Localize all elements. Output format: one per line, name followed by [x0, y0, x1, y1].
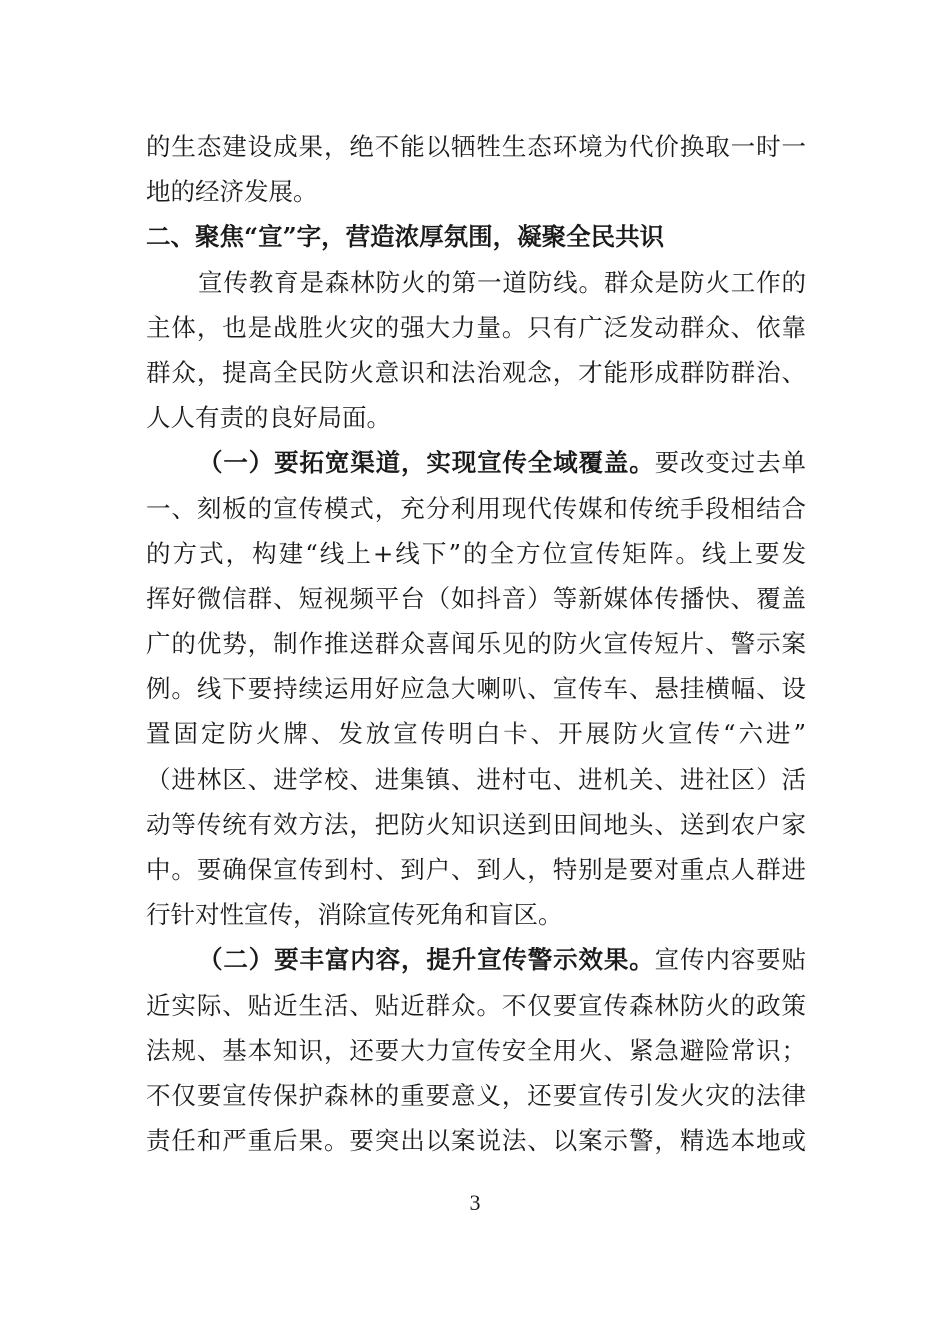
- text-line: 行针对性宣传，消除宣传死角和盲区。: [146, 900, 563, 930]
- section-heading: 二、聚焦“宣”字，营造浓厚氛围，凝聚全民共识: [146, 222, 665, 252]
- paragraph-lead: （一）要拓宽渠道，实现宣传全域覆盖。: [198, 448, 655, 478]
- text-line: （进林区、进学校、进集镇、进村屯、进机关、进社区）活: [146, 764, 806, 794]
- text-line: 动等传统有效方法，把防火知识送到田间地头、送到农户家: [146, 809, 806, 839]
- text-line: 挥好微信群、短视频平台（如抖音）等新媒体传播快、覆盖: [146, 583, 806, 613]
- text-line: 置固定防火牌、发放宣传明白卡、开展防火宣传“六进”: [146, 719, 806, 749]
- document-body: [146, 124, 806, 1163]
- line-text: 宣传内容要贴: [654, 945, 806, 975]
- page-number: 3: [469, 1190, 481, 1215]
- text-line: 近实际、贴近生活、贴近群众。不仅要宣传森林防火的政策: [146, 990, 806, 1020]
- text-line: 的方式，构建“线上+线下”的全方位宣传矩阵。线上要发: [146, 538, 806, 568]
- text-line: 群众，提高全民防火意识和法治观念，才能形成群防群治、: [146, 357, 806, 387]
- text-line: 宣传教育是森林防火的第一道防线。群众是防火工作的: [198, 267, 806, 297]
- text-line: 例。线下要持续运用好应急大喇叭、宣传车、悬挂横幅、设: [146, 674, 806, 704]
- text-line: 地的经济发展。: [146, 177, 318, 207]
- text-line: [146, 937, 806, 982]
- text-line: 广的优势，制作推送群众喜闻乐见的防火宣传短片、警示案: [146, 629, 806, 659]
- text-line: 法规、基本知识，还要大力宣传安全用火、紧急避险常识；: [146, 1035, 806, 1065]
- text-line: 主体，也是战胜火灾的强大力量。只有广泛发动群众、依靠: [146, 312, 806, 342]
- line-text: 要改变过去单: [654, 448, 806, 478]
- text-line: 中。要确保宣传到村、到户、到人，特别是要对重点人群进: [146, 855, 806, 884]
- text-line: 责任和严重后果。要突出以案说法、以案示警，精选本地或: [146, 1126, 806, 1156]
- text-line: 人人有责的良好局面。: [146, 403, 391, 433]
- paragraph-lead: （二）要丰富内容，提升宣传警示效果。: [198, 945, 655, 975]
- text-line: 一、刻板的宣传模式，充分利用现代传媒和传统手段相结合: [146, 493, 806, 523]
- text-line: 的生态建设成果，绝不能以牺牲生态环境为代价换取一时一: [146, 132, 806, 161]
- text-line: 不仅要宣传保护森林的重要意义，还要宣传引发火灾的法律: [146, 1080, 806, 1110]
- text-line: [146, 440, 806, 485]
